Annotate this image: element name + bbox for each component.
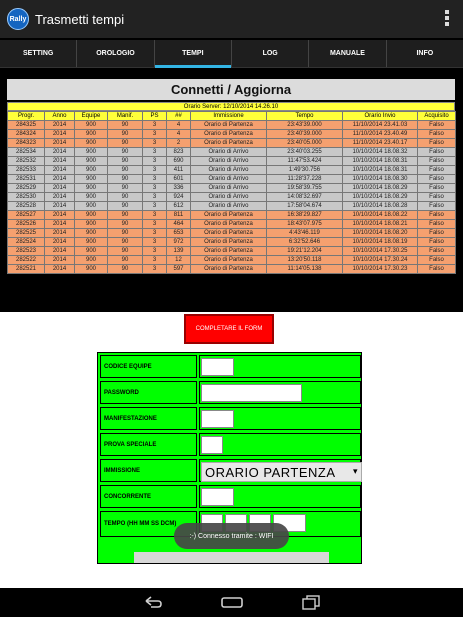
- table-cell: 10/10/2014 17.30.25: [343, 247, 418, 256]
- table-cell: 282527: [8, 211, 45, 220]
- table-cell: 3: [143, 238, 167, 247]
- dropdown-arrow-icon: ▾: [352, 466, 358, 476]
- table-row[interactable]: [8, 121, 456, 130]
- form-footer: [100, 549, 361, 563]
- table-cell: Falso: [418, 130, 456, 139]
- table-row[interactable]: [8, 238, 456, 247]
- row-codice-equipe: [100, 355, 361, 378]
- column-header: ##: [167, 112, 191, 121]
- table-cell: 3: [143, 247, 167, 256]
- table-cell: 23:43'39.000: [267, 121, 343, 130]
- table-cell: 90: [108, 193, 143, 202]
- table-cell: 3: [143, 175, 167, 184]
- table-row[interactable]: [8, 202, 456, 211]
- table-cell: 23:40'03.255: [267, 148, 343, 157]
- table-cell: 90: [108, 265, 143, 274]
- table-cell: 139: [167, 247, 191, 256]
- table-cell: 10/10/2014 18.08.20: [343, 229, 418, 238]
- table-cell: 2014: [45, 139, 75, 148]
- table-cell: 282525: [8, 229, 45, 238]
- table-cell: 11:28'37.228: [267, 175, 343, 184]
- table-cell: 90: [108, 139, 143, 148]
- table-cell: 90: [108, 247, 143, 256]
- table-cell: Falso: [418, 184, 456, 193]
- table-cell: 1:49'30.756: [267, 166, 343, 175]
- row-immissione: [100, 459, 361, 482]
- table-cell: 11/10/2014 23.40.17: [343, 139, 418, 148]
- table-cell: 282524: [8, 238, 45, 247]
- table-cell: 2: [167, 139, 191, 148]
- table-cell: Orario di Partenza: [191, 139, 267, 148]
- table-cell: 19:58'39.755: [267, 184, 343, 193]
- recent-apps-icon[interactable]: [302, 595, 320, 610]
- table-row[interactable]: [8, 130, 456, 139]
- table-cell: 2014: [45, 247, 75, 256]
- table-cell: 10/10/2014 18.08.21: [343, 220, 418, 229]
- table-cell: Falso: [418, 247, 456, 256]
- table-cell: 900: [75, 139, 108, 148]
- server-time-label: Orario Server: 12/10/2014 14.26.10: [7, 102, 455, 111]
- table-cell: 900: [75, 238, 108, 247]
- table-cell: Falso: [418, 148, 456, 157]
- table-cell: 12: [167, 256, 191, 265]
- table-row[interactable]: [8, 175, 456, 184]
- table-cell: 2014: [45, 121, 75, 130]
- manifestazione-input[interactable]: [201, 410, 234, 428]
- column-header: Equipe: [75, 112, 108, 121]
- table-cell: 4:43'46.119: [267, 229, 343, 238]
- tab-bar: [0, 40, 463, 68]
- table-cell: 282521: [8, 265, 45, 274]
- table-cell: 90: [108, 229, 143, 238]
- table-row[interactable]: [8, 139, 456, 148]
- table-cell: 282534: [8, 148, 45, 157]
- table-cell: 900: [75, 202, 108, 211]
- table-cell: 601: [167, 175, 191, 184]
- tab-manuale[interactable]: MANUALE: [309, 40, 386, 67]
- table-cell: 19:21'12.204: [267, 247, 343, 256]
- table-cell: 23:40'05.000: [267, 139, 343, 148]
- table-cell: 90: [108, 175, 143, 184]
- table-cell: 10/10/2014 18.08.31: [343, 166, 418, 175]
- table-cell: 464: [167, 220, 191, 229]
- table-cell: 3: [143, 121, 167, 130]
- table-cell: 284324: [8, 130, 45, 139]
- table-cell: 3: [143, 211, 167, 220]
- table-cell: 900: [75, 193, 108, 202]
- table-cell: 90: [108, 238, 143, 247]
- table-cell: Orario di Partenza: [191, 238, 267, 247]
- table-cell: Falso: [418, 166, 456, 175]
- table-cell: Orario di Arrivo: [191, 148, 267, 157]
- table-cell: 90: [108, 202, 143, 211]
- table-row[interactable]: [8, 229, 456, 238]
- column-header: Tempo: [267, 112, 343, 121]
- codice-equipe-label: CODICE EQUIPE: [100, 355, 197, 378]
- table-cell: 900: [75, 166, 108, 175]
- table-cell: 2014: [45, 202, 75, 211]
- table-cell: 3: [143, 256, 167, 265]
- table-cell: Orario di Arrivo: [191, 184, 267, 193]
- table-cell: 11/10/2014 23.41.03: [343, 121, 418, 130]
- immissione-select[interactable]: [201, 462, 362, 482]
- immissione-value: ORARIO PARTENZA: [205, 464, 336, 480]
- prova-speciale-label: PROVA SPECIALE: [100, 433, 197, 456]
- table-cell: Orario di Partenza: [191, 211, 267, 220]
- table-cell: Falso: [418, 193, 456, 202]
- table-cell: Orario di Arrivo: [191, 166, 267, 175]
- table-cell: 10/10/2014 18.08.19: [343, 238, 418, 247]
- table-row[interactable]: [8, 247, 456, 256]
- action-bar: [0, 0, 463, 38]
- table-cell: 597: [167, 265, 191, 274]
- table-cell: Falso: [418, 229, 456, 238]
- table-cell: Falso: [418, 157, 456, 166]
- table-cell: 14:08'32.697: [267, 193, 343, 202]
- table-cell: 23:40'39.000: [267, 130, 343, 139]
- table-cell: 2014: [45, 211, 75, 220]
- table-cell: 90: [108, 130, 143, 139]
- table-cell: 3: [143, 166, 167, 175]
- table-cell: Falso: [418, 265, 456, 274]
- tempo-label: TEMPO (HH MM SS DCM): [100, 511, 197, 537]
- table-cell: 3: [143, 202, 167, 211]
- table-cell: 18:43'07.975: [267, 220, 343, 229]
- table-cell: 3: [143, 157, 167, 166]
- table-cell: 90: [108, 121, 143, 130]
- table-cell: 10/10/2014 18.08.29: [343, 184, 418, 193]
- table-cell: Orario di Arrivo: [191, 157, 267, 166]
- times-table-container[interactable]: [7, 102, 455, 274]
- times-panel: [0, 70, 463, 298]
- column-header: Progr.: [8, 112, 45, 121]
- table-cell: 900: [75, 121, 108, 130]
- table-cell: 282522: [8, 256, 45, 265]
- nav-bar: [0, 588, 463, 617]
- table-row[interactable]: [8, 157, 456, 166]
- tab-info[interactable]: INFO: [416, 50, 434, 57]
- codice-equipe-input[interactable]: [201, 358, 234, 376]
- table-cell: 282533: [8, 166, 45, 175]
- table-cell: 90: [108, 148, 143, 157]
- table-cell: 3: [143, 229, 167, 238]
- table-cell: 90: [108, 211, 143, 220]
- table-cell: 2014: [45, 220, 75, 229]
- complete-form-button[interactable]: COMPLETARE IL FORM: [184, 314, 274, 344]
- table-cell: Falso: [418, 256, 456, 265]
- home-icon[interactable]: [221, 597, 243, 608]
- table-cell: 17:58'04.674: [267, 202, 343, 211]
- prova-speciale-input[interactable]: [201, 436, 223, 454]
- table-cell: 90: [108, 220, 143, 229]
- table-cell: 900: [75, 148, 108, 157]
- row-prova-speciale: [100, 433, 361, 456]
- password-input[interactable]: [201, 384, 302, 402]
- table-cell: 900: [75, 211, 108, 220]
- table-row[interactable]: [8, 148, 456, 157]
- table-row[interactable]: [8, 184, 456, 193]
- table-cell: Orario di Partenza: [191, 265, 267, 274]
- table-cell: 10/10/2014 18.08.32: [343, 148, 418, 157]
- table-cell: 2014: [45, 166, 75, 175]
- table-cell: 282528: [8, 202, 45, 211]
- table-cell: 90: [108, 157, 143, 166]
- table-cell: 6:32'52.646: [267, 238, 343, 247]
- table-cell: 16:38'29.827: [267, 211, 343, 220]
- column-header: Orario Invio: [343, 112, 418, 121]
- table-cell: 336: [167, 184, 191, 193]
- table-cell: Falso: [418, 175, 456, 184]
- table-cell: 811: [167, 211, 191, 220]
- column-header: PS: [143, 112, 167, 121]
- tab-log[interactable]: LOG: [232, 40, 309, 67]
- table-cell: Orario di Arrivo: [191, 175, 267, 184]
- password-label: PASSWORD: [100, 381, 197, 404]
- table-cell: 10/10/2014 18.08.29: [343, 193, 418, 202]
- table-cell: 900: [75, 247, 108, 256]
- table-cell: 2014: [45, 175, 75, 184]
- table-cell: 282529: [8, 184, 45, 193]
- table-cell: 3: [143, 220, 167, 229]
- table-cell: 13:20'50.118: [267, 256, 343, 265]
- table-cell: 900: [75, 265, 108, 274]
- table-cell: 90: [108, 166, 143, 175]
- column-header: Acquisito: [418, 112, 456, 121]
- table-cell: 90: [108, 184, 143, 193]
- table-cell: 10/10/2014 17.30.24: [343, 256, 418, 265]
- table-cell: Orario di Arrivo: [191, 193, 267, 202]
- connect-update-button[interactable]: Connetti / Aggiorna: [7, 79, 455, 100]
- table-cell: Orario di Partenza: [191, 121, 267, 130]
- back-icon[interactable]: [143, 596, 163, 609]
- table-cell: 900: [75, 229, 108, 238]
- table-cell: 10/10/2014 17.30.23: [343, 265, 418, 274]
- table-cell: 282526: [8, 220, 45, 229]
- table-cell: Falso: [418, 121, 456, 130]
- app-title: Trasmetti tempi: [35, 11, 125, 27]
- row-password: [100, 381, 361, 404]
- manifestazione-label: MANIFESTAZIONE: [100, 407, 197, 430]
- table-cell: 284325: [8, 121, 45, 130]
- table-cell: 3: [143, 265, 167, 274]
- table-cell: Falso: [418, 211, 456, 220]
- table-cell: 90: [108, 256, 143, 265]
- table-cell: Orario di Partenza: [191, 256, 267, 265]
- table-cell: 2014: [45, 130, 75, 139]
- table-cell: 10/10/2014 18.08.28: [343, 202, 418, 211]
- table-cell: 3: [143, 148, 167, 157]
- table-cell: 4: [167, 121, 191, 130]
- table-cell: 924: [167, 193, 191, 202]
- table-cell: 11:47'53.424: [267, 157, 343, 166]
- table-cell: 2014: [45, 238, 75, 247]
- column-header: Immissione: [191, 112, 267, 121]
- connection-toast: :-) Connesso tramite : WIFI: [174, 523, 289, 549]
- column-header: Manif.: [108, 112, 143, 121]
- table-cell: 900: [75, 130, 108, 139]
- table-cell: 284323: [8, 139, 45, 148]
- table-cell: 612: [167, 202, 191, 211]
- row-concorrente: [100, 485, 361, 508]
- tab-orologio[interactable]: OROLOGIO: [77, 40, 154, 67]
- table-row[interactable]: [8, 265, 456, 274]
- row-manifestazione: [100, 407, 361, 430]
- table-cell: 2014: [45, 184, 75, 193]
- table-cell: 900: [75, 220, 108, 229]
- concorrente-label: CONCORRENTE: [100, 485, 197, 508]
- table-cell: 3: [143, 184, 167, 193]
- table-cell: 900: [75, 184, 108, 193]
- table-cell: 972: [167, 238, 191, 247]
- table-cell: Orario di Partenza: [191, 229, 267, 238]
- table-row[interactable]: [8, 166, 456, 175]
- table-cell: 2014: [45, 229, 75, 238]
- table-cell: 900: [75, 175, 108, 184]
- tab-setting[interactable]: SETTING: [0, 40, 77, 67]
- table-cell: 3: [143, 130, 167, 139]
- app-logo-icon[interactable]: Rally: [7, 8, 29, 30]
- overflow-menu-icon[interactable]: [445, 10, 449, 26]
- table-cell: 2014: [45, 193, 75, 202]
- table-cell: Falso: [418, 139, 456, 148]
- table-cell: 2014: [45, 157, 75, 166]
- table-row[interactable]: [8, 256, 456, 265]
- table-row[interactable]: [8, 220, 456, 229]
- table-cell: Orario di Partenza: [191, 220, 267, 229]
- tab-tempi[interactable]: TEMPI: [155, 40, 232, 67]
- table-cell: 2014: [45, 148, 75, 157]
- table-cell: Falso: [418, 202, 456, 211]
- table-cell: 900: [75, 256, 108, 265]
- times-table: [7, 111, 456, 274]
- table-cell: 282523: [8, 247, 45, 256]
- concorrente-input[interactable]: [201, 488, 234, 506]
- table-row[interactable]: [8, 211, 456, 220]
- table-cell: Orario di Partenza: [191, 247, 267, 256]
- table-cell: 282531: [8, 175, 45, 184]
- table-cell: 10/10/2014 18.08.22: [343, 211, 418, 220]
- table-cell: 11:14'05.138: [267, 265, 343, 274]
- table-cell: Orario di Arrivo: [191, 202, 267, 211]
- table-cell: 4: [167, 130, 191, 139]
- table-cell: 10/10/2014 18.08.30: [343, 175, 418, 184]
- table-cell: 2014: [45, 256, 75, 265]
- table-cell: 3: [143, 139, 167, 148]
- table-cell: 411: [167, 166, 191, 175]
- table-cell: 823: [167, 148, 191, 157]
- table-cell: 3: [143, 193, 167, 202]
- table-cell: 653: [167, 229, 191, 238]
- table-row[interactable]: [8, 193, 456, 202]
- table-cell: 690: [167, 157, 191, 166]
- immissione-label: IMMISSIONE: [100, 459, 197, 482]
- column-header: Anno: [45, 112, 75, 121]
- table-cell: 900: [75, 157, 108, 166]
- table-cell: 10/10/2014 18.08.31: [343, 157, 418, 166]
- table-cell: Falso: [418, 220, 456, 229]
- table-cell: Orario di Partenza: [191, 130, 267, 139]
- table-cell: 11/10/2014 23.40.49: [343, 130, 418, 139]
- send-button[interactable]: [134, 552, 329, 563]
- table-cell: Falso: [418, 238, 456, 247]
- table-cell: 282532: [8, 157, 45, 166]
- table-cell: 2014: [45, 265, 75, 274]
- table-cell: 282530: [8, 193, 45, 202]
